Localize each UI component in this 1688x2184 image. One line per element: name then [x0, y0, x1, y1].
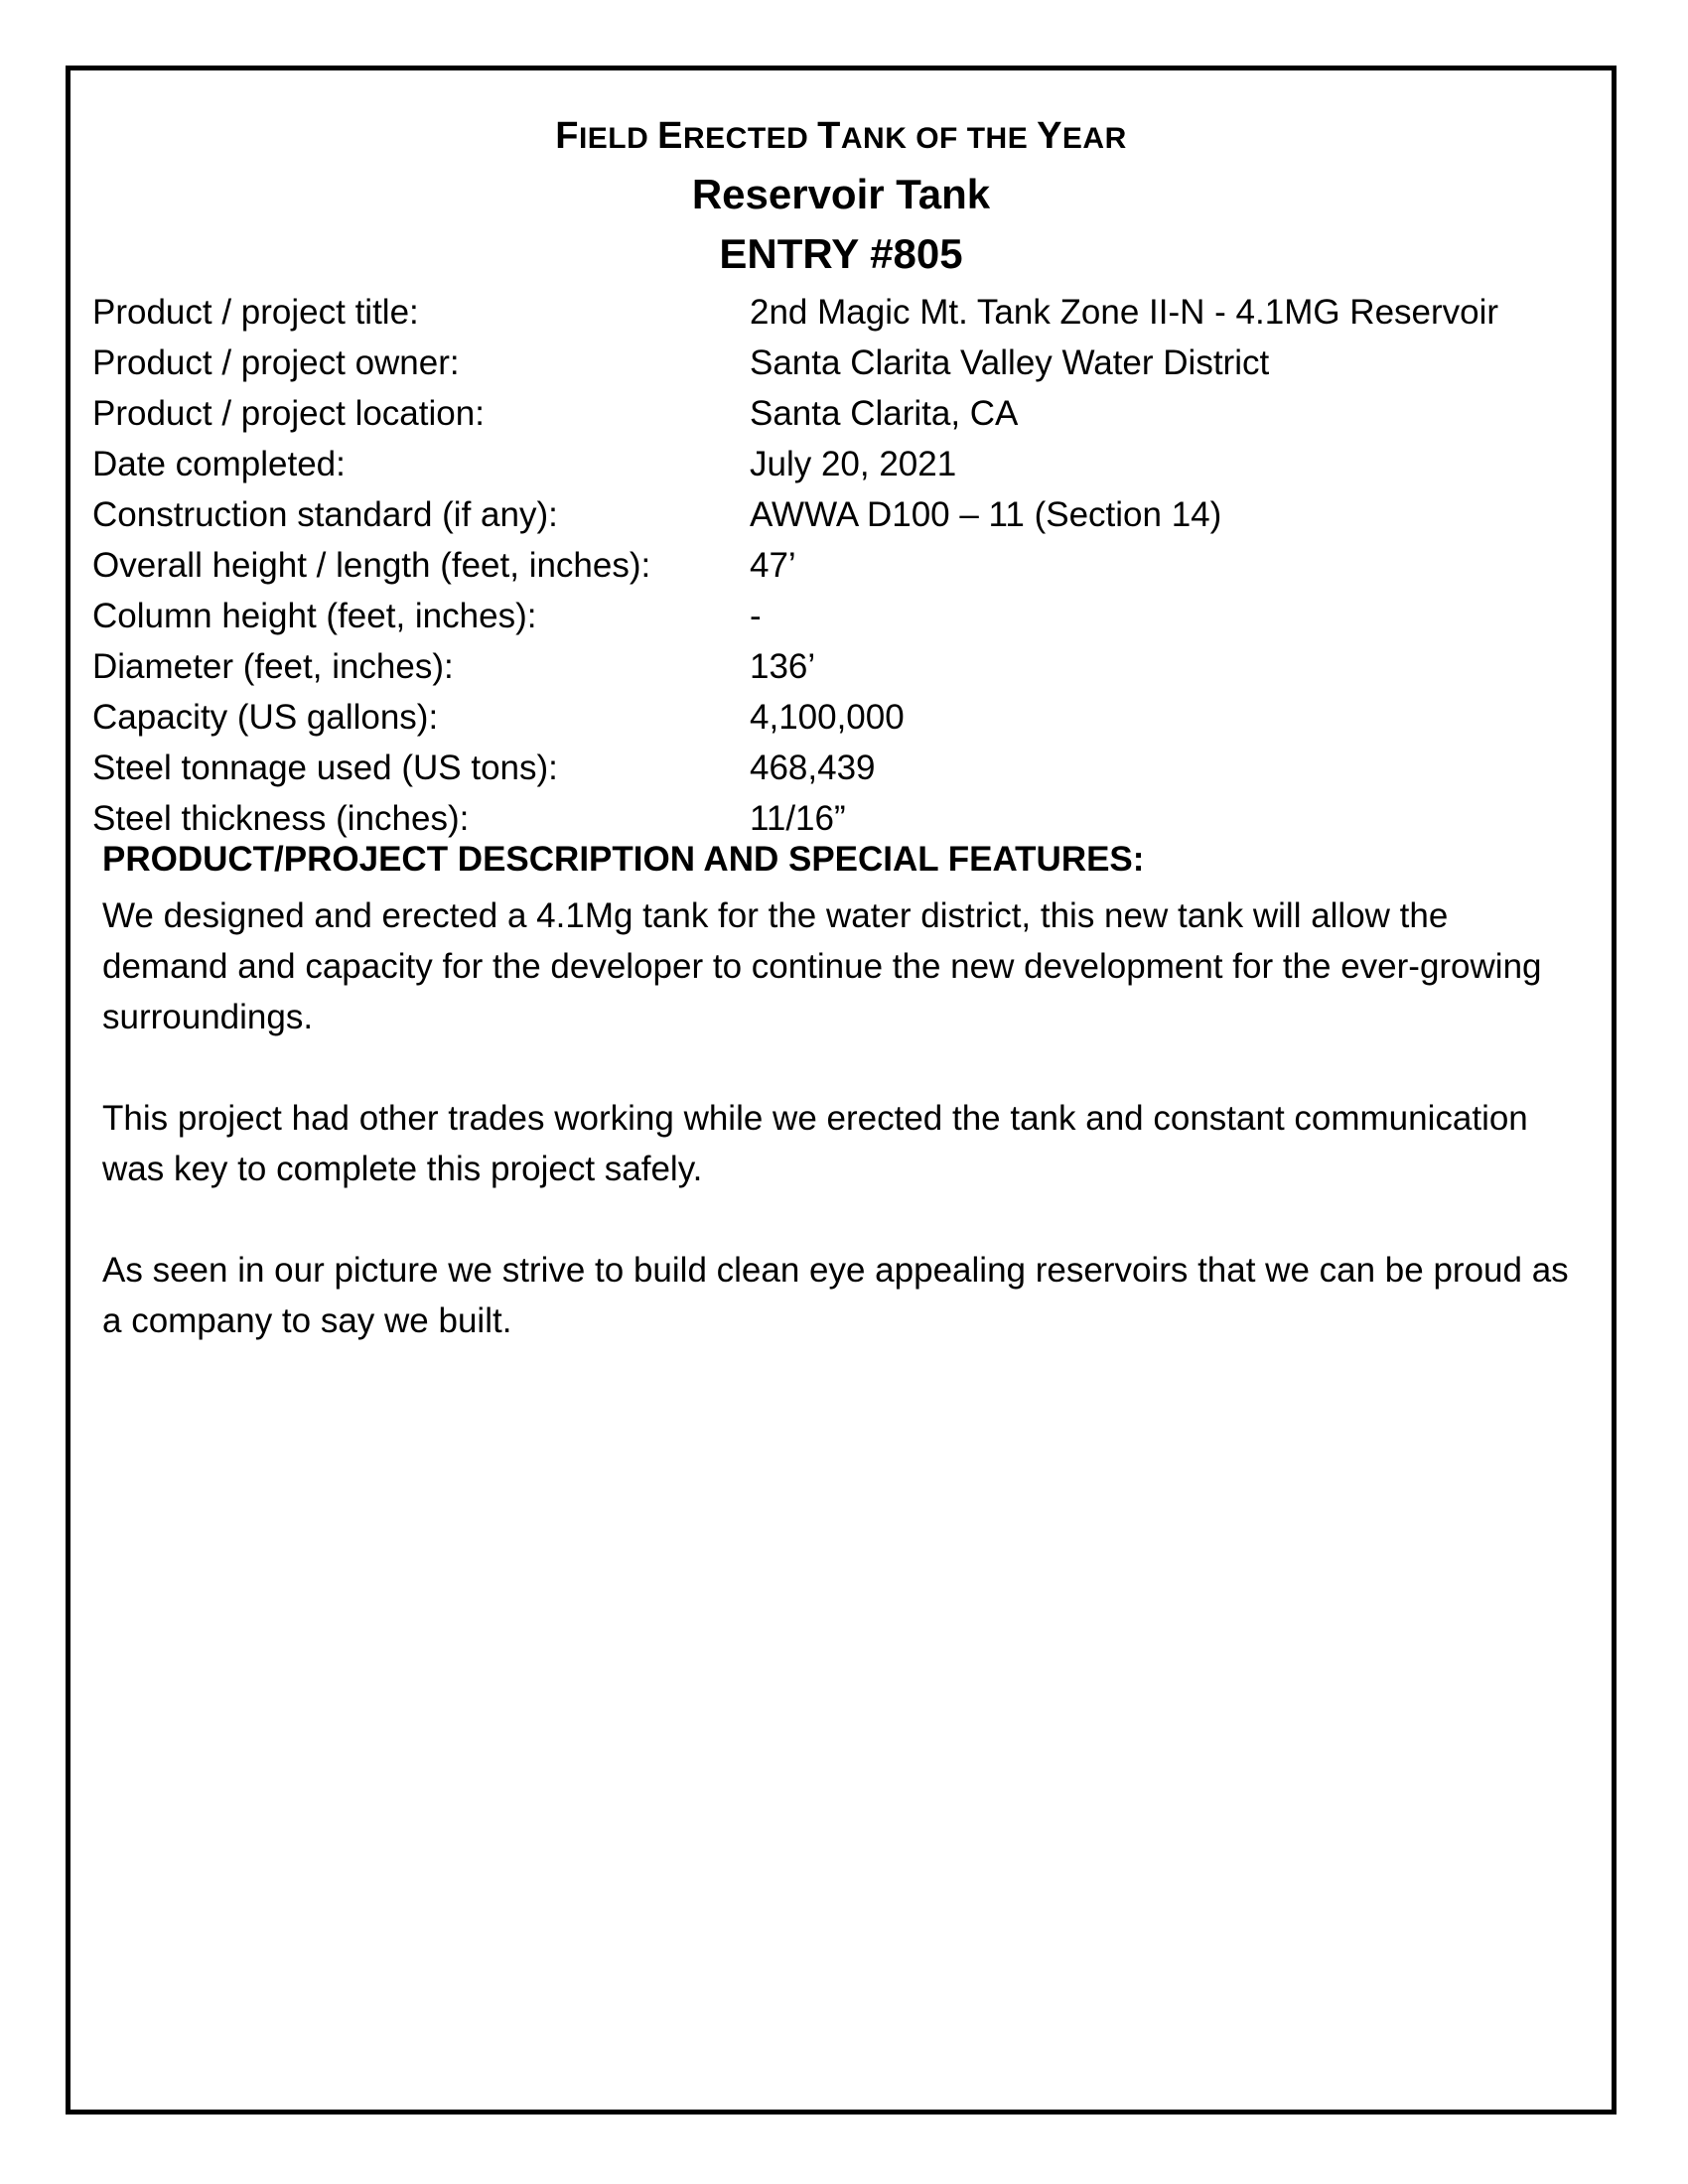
spec-row: [92, 489, 1582, 540]
spec-value: 4,100,000: [750, 697, 905, 737]
spec-label: Column height (feet, inches):: [92, 596, 537, 635]
spec-label: Construction standard (if any):: [92, 494, 558, 534]
description-paragraph: We designed and erected a 4.1Mg tank for the water district, this new tank will allow the demand and capacity for the developer to continue the new development for the ever-growing surroundings.: [102, 896, 1542, 1036]
spec-label: Diameter (feet, inches):: [92, 646, 454, 686]
description-body: [102, 890, 1582, 1397]
spec-row: [92, 287, 1582, 338]
spec-row: [92, 692, 1582, 743]
spec-label: Capacity (US gallons):: [92, 697, 439, 737]
spec-value: 136’: [750, 646, 816, 686]
spec-table: [92, 287, 1582, 844]
spec-row: [92, 591, 1582, 641]
entry-form-frame: [66, 66, 1617, 2115]
category-part: EAR: [1061, 122, 1127, 155]
spec-label: Steel thickness (inches):: [92, 798, 470, 838]
spec-value: Santa Clarita Valley Water District: [750, 342, 1270, 382]
spec-row: [92, 439, 1582, 489]
spec-value: 47’: [750, 545, 796, 585]
spec-value: 11/16”: [750, 798, 846, 838]
spec-label: Product / project title:: [92, 292, 419, 332]
category-part: F: [555, 115, 579, 157]
spec-label: Product / project owner:: [92, 342, 460, 382]
spec-label: Date completed:: [92, 444, 346, 483]
spec-value: July 20, 2021: [750, 444, 957, 483]
category-part: ANK OF THE: [840, 122, 1038, 155]
spec-row: [92, 641, 1582, 692]
spec-value: Santa Clarita, CA: [750, 393, 1019, 433]
category-part: T: [817, 115, 841, 157]
spec-row: [92, 388, 1582, 439]
category-part: IELD: [578, 122, 658, 155]
description-paragraph: As seen in our picture we strive to build clean eye appealing reservoirs that we can be proud as a company to say we built.: [102, 1251, 1569, 1340]
spec-label: Overall height / length (feet, inches):: [92, 545, 651, 585]
spec-label: Steel tonnage used (US tons):: [92, 748, 558, 787]
category-part: Y: [1037, 115, 1062, 157]
category-part: RECTED: [682, 122, 818, 155]
spec-value: 468,439: [750, 748, 876, 787]
spec-row: [92, 338, 1582, 388]
tank-type-title: Reservoir Tank: [691, 171, 991, 217]
spec-value: AWWA D100 – 11 (Section 14): [750, 494, 1222, 534]
spec-value: 2nd Magic Mt. Tank Zone II-N - 4.1MG Reservoir: [750, 292, 1499, 332]
entry-number: ENTRY #805: [719, 230, 963, 277]
description-paragraph: This project had other trades working while we erected the tank and constant communication was key to complete this project safely.: [102, 1099, 1528, 1188]
spec-row: [92, 540, 1582, 591]
award-category-title: [70, 114, 1612, 160]
spec-row: [92, 793, 1582, 844]
spec-label: Product / project location:: [92, 393, 485, 433]
category-part: E: [657, 115, 683, 157]
spec-value: -: [750, 596, 762, 635]
spec-row: [92, 743, 1582, 793]
description-heading: PRODUCT/PROJECT DESCRIPTION AND SPECIAL FEATURES:: [102, 840, 1145, 879]
